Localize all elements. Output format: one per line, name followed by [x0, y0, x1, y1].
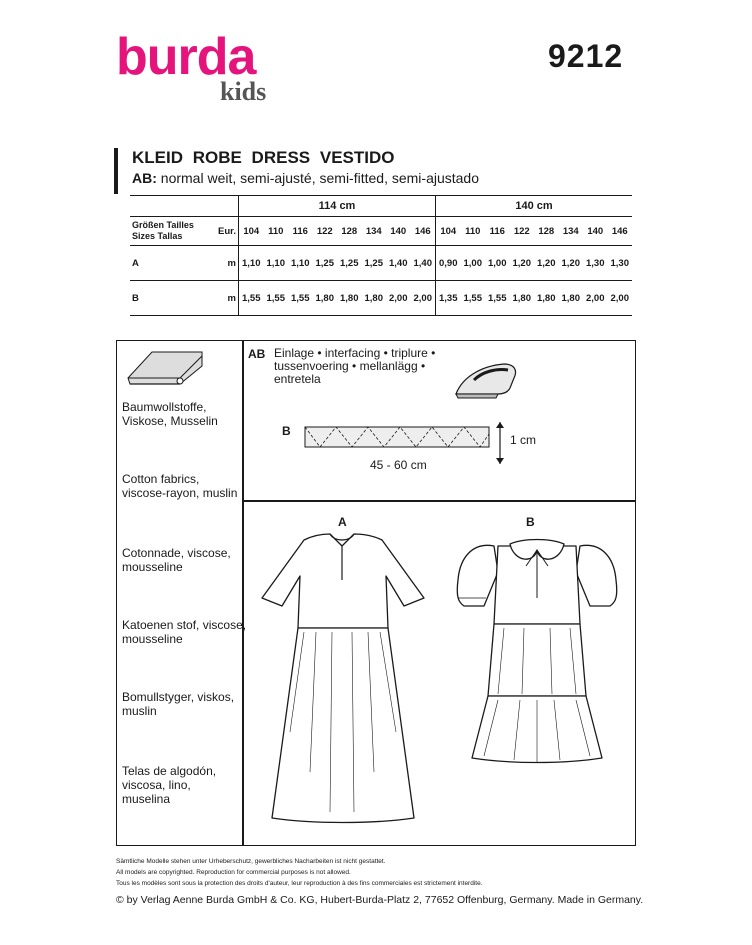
height-arrow-icon: [494, 420, 506, 466]
fabric-en: Cotton fabrics, viscose-rayon, muslin: [122, 472, 238, 500]
title-bar: [114, 148, 118, 194]
box-divider-vertical: [242, 340, 244, 846]
fabric-requirements-table: [130, 195, 632, 316]
legal-de: Sämtliche Modelle stehen unter Urheberschutz, gewerbliches Nacharbeiten ist nicht gestattet.: [116, 858, 386, 865]
burda-kids-logo: [116, 26, 286, 108]
fabric-de: Baumwollstoffe, Viskose, Musselin: [122, 400, 218, 428]
iron-icon: [452, 356, 522, 400]
width-114-header: 114 cm: [239, 196, 436, 217]
fit-code: AB:: [132, 170, 157, 186]
fabric-sv: Bomullstyger, viskos, muslin: [122, 690, 235, 718]
copyright-line: © by Verlag Aenne Burda GmbH & Co. KG, Hubert-Burda-Platz 2, 77652 Offenburg, Germany. Made in Germany.: [116, 894, 644, 906]
fit-text: normal weit, semi-ajusté, semi-fitted, semi-ajustado: [156, 170, 479, 186]
fabric-nl: Katoenen stof, viscose, mousseline: [122, 618, 247, 646]
fabric-fr: Cotonnade, viscose, mousseline: [122, 546, 231, 574]
interfacing-text: Einlage • interfacing • triplure • tussenvoering • mellanlägg • entretela: [274, 346, 436, 386]
fabric-roll-icon: [124, 344, 208, 386]
brand-name: burda: [116, 28, 256, 86]
strip-width-label: 45 - 60 cm: [370, 458, 427, 472]
table-row: B m 1,55 1,55 1,55 1,80 1,80 1,80 2,00 2,00 1,35 1,55 1,55 1,80 1,80 1,80 2,00 2,00: [130, 281, 632, 316]
model-a-label: A: [338, 515, 347, 529]
size-unit: Eur.: [214, 217, 239, 246]
brand-sub: kids: [220, 77, 267, 106]
legal-fr: Tous les modèles sont sous la protection des droits d'auteur, leur reproduction à des fins commerciales est strictement interdite.: [116, 880, 483, 887]
fit-description: [132, 170, 479, 186]
interfacing-code: AB: [248, 347, 266, 361]
table-row: A m 1,10 1,10 1,10 1,25 1,25 1,25 1,40 1,40 0,90 1,00 1,00 1,20 1,20 1,20 1,30 1,30: [130, 246, 632, 281]
strip-height-label: 1 cm: [510, 433, 537, 447]
width-140-header: 140 cm: [436, 196, 633, 217]
garment-title: KLEID ROBE DRESS VESTIDO: [132, 148, 395, 167]
size-label: Größen Tailles Sizes Tallas: [130, 217, 214, 246]
dress-a-illustration: [254, 532, 432, 828]
box-divider-horizontal: [242, 500, 636, 502]
interfacing-strip: [304, 426, 490, 448]
legal-en: All models are copyrighted. Reproduction for commercial purposes is not allowed.: [116, 869, 351, 876]
size-row: Größen Tailles Sizes Tallas Eur. 104 110 116 122 128 134 140 146 104 110 116 122 128 134 140 146: [130, 217, 632, 246]
fabric-es: Telas de algodón, viscosa, lino, muselina: [122, 764, 217, 806]
interfacing-piece: B: [282, 424, 291, 438]
model-b-label: B: [526, 515, 535, 529]
pattern-number: 9212: [548, 38, 624, 74]
dress-b-illustration: [454, 528, 620, 768]
